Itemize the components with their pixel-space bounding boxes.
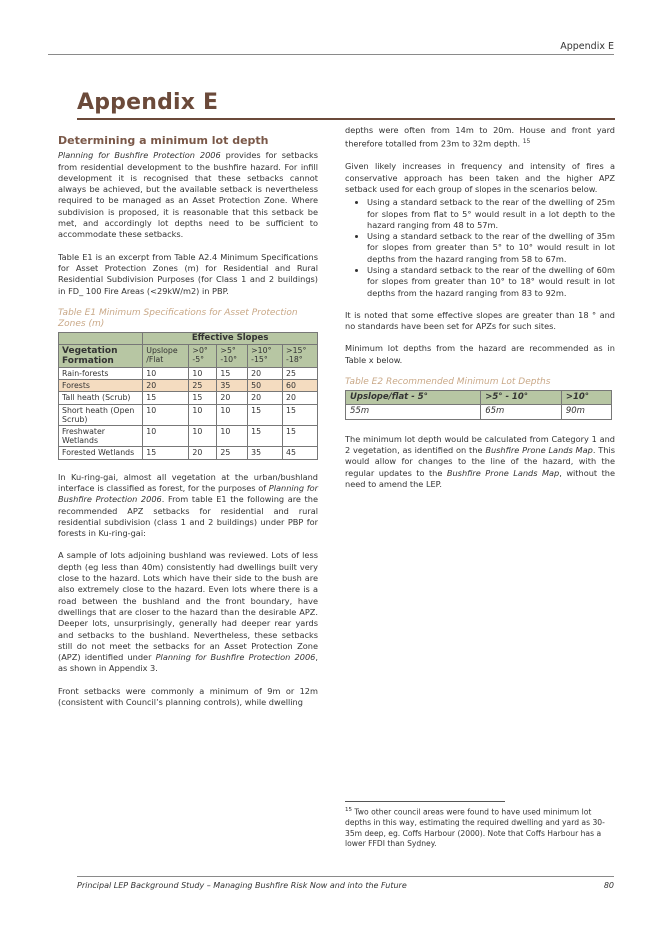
page-number: 80 (603, 881, 614, 890)
table-cell: 10 (143, 426, 189, 447)
map-title: Bushfire Prone Lands Map (446, 467, 560, 478)
text-span: . From table E1 the following are the recommended APZ setbacks for residential and rural residential subdivision (class 1 and 2 buildings) under PBP for forests in Ku-ring-gai: (58, 494, 318, 539)
row-label: Tall heath (Scrub) (59, 392, 143, 404)
col-header: Upslope /Flat (143, 345, 189, 368)
col-header: >5° - 10° (481, 391, 562, 405)
right-column (345, 125, 615, 501)
table-e1 (58, 332, 318, 460)
table-cell: 10 (189, 404, 217, 425)
row-label: Forests (59, 380, 143, 392)
table-cell: 10 (217, 426, 248, 447)
left-column (58, 135, 318, 719)
sample-paragraph (58, 550, 318, 674)
intro-text: provides for setbacks from residential development to the bushfire hazard. For infill development it is recognised that these setbacks cannot always be achieved, but the available setback is nevertheless required to be managed as an Asset Protection Zone. Where subdivision is proposed, it is reasonable that this setback be met, and accordingly lot depths need to be sufficient to accommodate these setbacks. (58, 150, 318, 240)
table-row-highlighted (59, 380, 318, 392)
table-e1-corner (59, 332, 143, 344)
row-label: Rain-forests (59, 368, 143, 380)
text-span: In Ku-ring-gai, almost all vegetation at the urban/bushland interface is classified as forest, for the purposes of (58, 471, 318, 493)
text-span: , without the need to amend the LEP. (345, 467, 616, 489)
col-header: >15° -18° (283, 345, 318, 368)
table-cell: 20 (189, 447, 217, 459)
footnote-rule (345, 801, 505, 802)
table-cell: 35 (248, 447, 283, 459)
table-cell: 25 (283, 368, 318, 380)
table-cell: 20 (283, 392, 318, 404)
table-cell: 25 (217, 447, 248, 459)
table-cell: 90m (561, 405, 611, 419)
table-cell: 15 (283, 426, 318, 447)
text-span: , as shown in Appendix 3. (58, 652, 318, 674)
table-cell: 15 (283, 404, 318, 425)
table-row (59, 447, 318, 459)
list-item: • Using a standard setback to the rear of the dwelling of 60m for slopes from greater than 10° to 18° would result in lot depths from the hazard ranging from 83 to 92m. (367, 265, 615, 299)
row-label: Short heath (Open Scrub) (59, 404, 143, 425)
table-cell: 15 (217, 368, 248, 380)
table-cell: 10 (143, 368, 189, 380)
list-item: • Using a standard setback to the rear of the dwelling of 35m for slopes from greater than 5° to 10° would result in lot depths from the hazard ranging from 58 to 67m. (367, 231, 615, 265)
recommend-paragraph: Minimum lot depths from the hazard are recommended as in Table x below. (345, 343, 615, 365)
running-header: Appendix E (560, 41, 614, 52)
effective-slopes-header: Effective Slopes (143, 332, 318, 344)
table-cell: 35 (217, 380, 248, 392)
pbp-title: Planning for Bushfire Protection 2006 (58, 482, 318, 505)
table-cell: 20 (143, 380, 189, 392)
table-cell: 15 (248, 404, 283, 425)
footnote-text: Two other council areas were found to have used minimum lot depths in this way, estimating the required dwelling and yard as 30-35m deep, eg. Coffs Harbour (2000). Note that Coffs Harbour has a lower FFDI than Sydney. (345, 807, 605, 849)
kuringgai-paragraph (58, 472, 318, 540)
table-cell: 10 (189, 426, 217, 447)
list-item: • Using a standard setback to the rear of the dwelling of 25m for slopes from flat to 5° would result in a lot depth to the hazard ranging from 48 to 57m. (367, 197, 615, 231)
table-row (59, 392, 318, 404)
col-header: >10° -15° (248, 345, 283, 368)
col-header: Upslope/flat - 5° (346, 391, 481, 405)
vegetation-formation-header: Vegetation Formation (59, 345, 143, 368)
note-paragraph: It is noted that some effective slopes are greater than 18 ° and no standards have been set for APZs for such sites. (345, 309, 615, 332)
table-e1-caption: Table E1 Minimum Specifications for Asset Protection Zones (m) (58, 307, 298, 329)
title-rule (77, 118, 615, 120)
text-span: The minimum lot depth would be calculated from Category 1 and 2 vegetation, as identified on the (345, 433, 615, 455)
footnote-number: 15 (345, 807, 352, 813)
col-header: >0° -5° (189, 345, 217, 368)
table-cell: 20 (248, 392, 283, 404)
header-rule (48, 54, 614, 55)
intro-paragraph (58, 150, 318, 240)
depths-paragraph (345, 125, 615, 150)
table-cell: 10 (143, 404, 189, 425)
footer-title: Principal LEP Background Study – Managing Bushfire Risk Now and into the Future (77, 881, 407, 890)
table-row (59, 426, 318, 447)
table-cell: 20 (217, 392, 248, 404)
table-row (346, 405, 612, 419)
table-cell: 55m (346, 405, 481, 419)
table-e2-caption: Table E2 Recommended Minimum Lot Depths (345, 377, 551, 388)
text-span: A sample of lots adjoining bushland was reviewed. Lots of less depth (eg less than 40m) consistently had dwellings built very close to the hazard. Lots which have their side to the bush are also extremely close to the hazard. Even lots where there is a road between the bushland and the front boundary, have dwellings that are closer to the hazard than the desirable APZ. Deeper lots, unsurprisingly, generally had deeper rear yards and setbacks to the bushland. Nevertheless, these setbacks still do not meet the setbacks for an Asset Protection Zone (APZ) identified under (58, 550, 318, 663)
table-row (59, 368, 318, 380)
section-heading: Determining a minimum lot depth (58, 134, 269, 147)
table-cell: 65m (481, 405, 562, 419)
pbp-title: Planning for Bushfire Protection 2006 (155, 652, 316, 663)
text-span: . This would allow for changes to the line of the hazard, with the regular updates to the (345, 444, 615, 478)
table-row (59, 404, 318, 425)
text-span: depths were often from 14m to 20m. House and front yard therefore totalled from 23m to 32m depth. (345, 125, 615, 150)
map-title: Bushfire Prone Lands Map (485, 444, 593, 455)
table-cell: 60 (283, 380, 318, 392)
footnote (345, 805, 615, 850)
table-intro-paragraph: Table E1 is an excerpt from Table A2.4 Minimum Specifications for Asset Protection Zones (m) for Residential and Rural Residential Subdivision Purposes (for Class 1 and 2 buildings) in FD_ 100 Fire Areas (<29kW/m2) in PBP. (58, 251, 318, 296)
row-label: Forested Wetlands (59, 447, 143, 459)
footer-rule (77, 876, 614, 877)
pbp-title: Planning for Bushfire Protection 2006 (58, 150, 221, 161)
scenarios-paragraph: Given likely increases in frequency and intensity of fires a conservative approach has been taken and the higher APZ setback used for each group of slopes in the scenarios below. (345, 161, 615, 194)
table-e2 (345, 390, 612, 420)
table-cell: 25 (189, 380, 217, 392)
table-cell: 15 (143, 392, 189, 404)
col-header: >5° -10° (217, 345, 248, 368)
table-cell: 20 (248, 368, 283, 380)
footnote-ref: 15 (522, 138, 531, 146)
row-label: Freshwater Wetlands (59, 426, 143, 447)
table-cell: 50 (248, 380, 283, 392)
page-title: Appendix E (77, 90, 219, 115)
scenario-list (345, 197, 615, 299)
calculation-paragraph (345, 434, 615, 490)
table-cell: 15 (248, 426, 283, 447)
table-cell: 10 (217, 404, 248, 425)
table-cell: 10 (189, 368, 217, 380)
table-cell: 15 (189, 392, 217, 404)
front-setbacks-paragraph: Front setbacks were commonly a minimum of 9m or 12m (consistent with Council’s planning controls), while dwelling (58, 685, 318, 708)
table-cell: 15 (143, 447, 189, 459)
col-header: >10° (561, 391, 611, 405)
table-cell: 45 (283, 447, 318, 459)
